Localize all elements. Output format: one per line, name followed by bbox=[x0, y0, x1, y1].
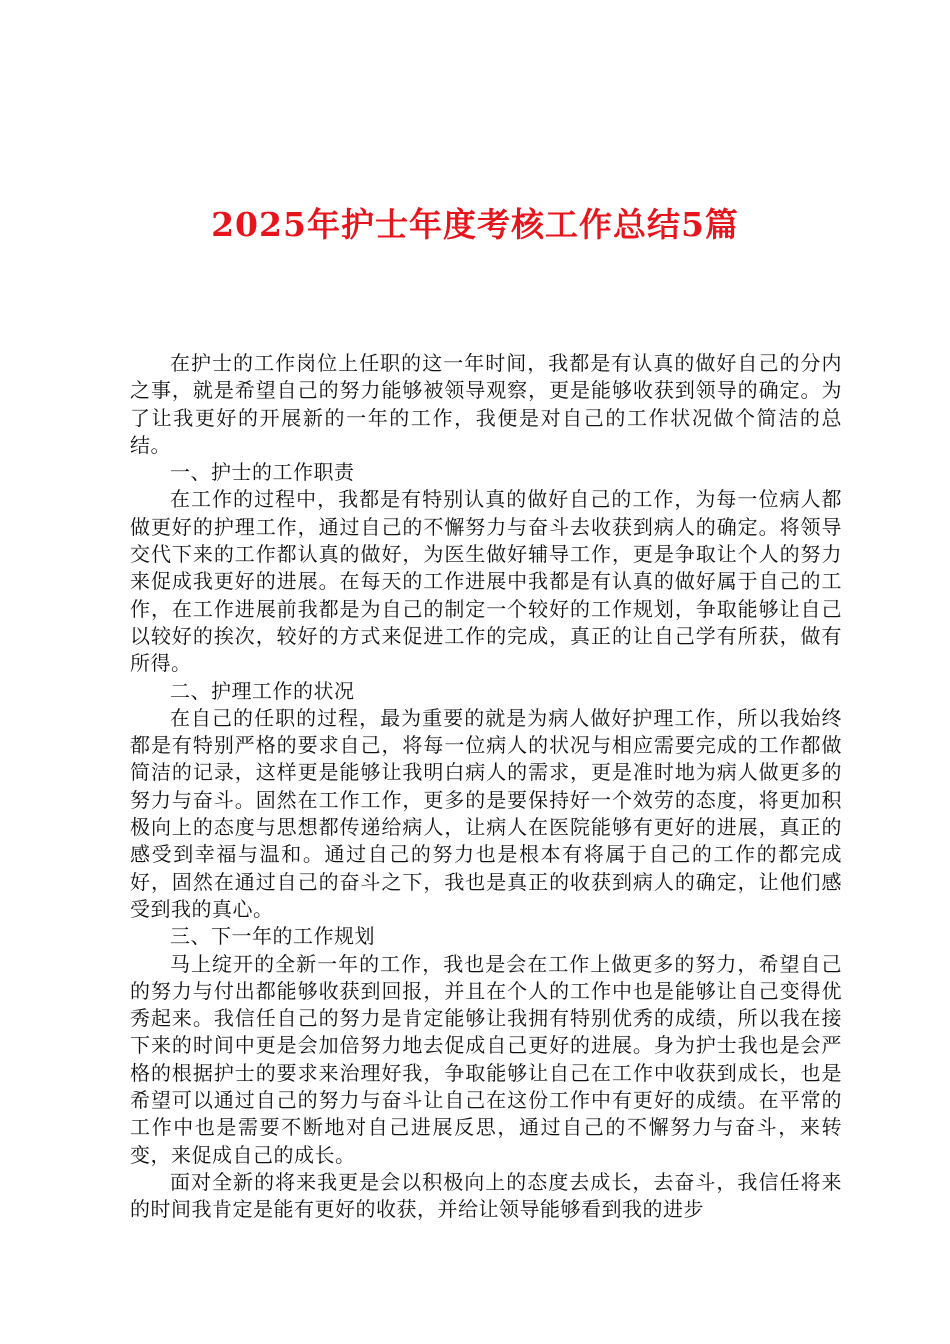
closing-paragraph: 面对全新的将来我更是会以积极向上的态度去成长，去奋斗，我信任将来的时间我肯定是能有更好的收获，并给让领导能够看到我的进步 bbox=[130, 1169, 842, 1222]
document-title: 2025年护士年度考核工作总结5篇 bbox=[211, 205, 739, 244]
section-2-paragraph: 在自己的任职的过程，最为重要的就是为病人做好护理工作，所以我始终都是有特别严格的要求自己，将每一位病人的状况与相应需要完成的工作都做简洁的记录，这样更是能够让我明白病人的需求，更是准时地为病人做更多的努力与奋斗。固然在工作工作，更多的是要保持好一个效劳的态度，将更加积极向上的态度与思想都传递给病人，让病人在医院能够有更好的进展，真正的感受到幸福与温和。通过自己的努力也是根本有将属于自己的工作的都完成好，固然在通过自己的奋斗之下，我也是真正的收获到病人的确定，让他们感受到我的真心。 bbox=[130, 705, 842, 921]
section-3-paragraph: 马上绽开的全新一年的工作，我也是会在工作上做更多的努力，希望自己的努力与付出都能够收获到回报，并且在个人的工作中也是能够让自己变得优秀起来。我信任自己的努力是肯定能够让我拥有特别优秀的成绩，所以我在接下来的时间中更是会加倍努力地去促成自己更好的进展。身为护士我也是会严格的根据护士的要求来治理好我，争取能够让自己在工作中收获到成长，也是希望可以通过自己的努力与奋斗让自己在这份工作中有更好的成绩。在平常的工作中也是需要不断地对自己进展反思，通过自己的不懈努力与奋斗，来转变，来促成自己的成长。 bbox=[130, 951, 842, 1167]
document-body bbox=[130, 350, 842, 1224]
section-heading-2: 二、护理工作的状况 bbox=[170, 678, 355, 703]
section-1-paragraph: 在工作的过程中，我都是有特别认真的做好自己的工作，为每一位病人都做更好的护理工作，通过自己的不懈努力与奋斗去收获到病人的确定。将领导交代下来的工作都认真的做好，为医生做好辅导工作，更是争取让个人的努力来促成我更好的进展。在每天的工作进展中我都是有认真的做好属于自己的工作，在工作进展前我都是为自己的制定一个较好的工作规划，争取能够让自己以较好的挨次，较好的方式来促进工作的完成，真正的让自己学有所获，做有所得。 bbox=[130, 487, 842, 676]
intro-paragraph: 在护士的工作岗位上任职的这一年时间，我都是有认真的做好自己的分内之事，就是希望自己的努力能够被领导观察，更是能够收获到领导的确定。为了让我更好的开展新的一年的工作，我便是对自己的工作状况做个简洁的总结。 bbox=[130, 351, 842, 457]
section-heading-1: 一、护士的工作职责 bbox=[170, 460, 355, 485]
section-heading-3: 三、下一年的工作规划 bbox=[170, 924, 375, 949]
